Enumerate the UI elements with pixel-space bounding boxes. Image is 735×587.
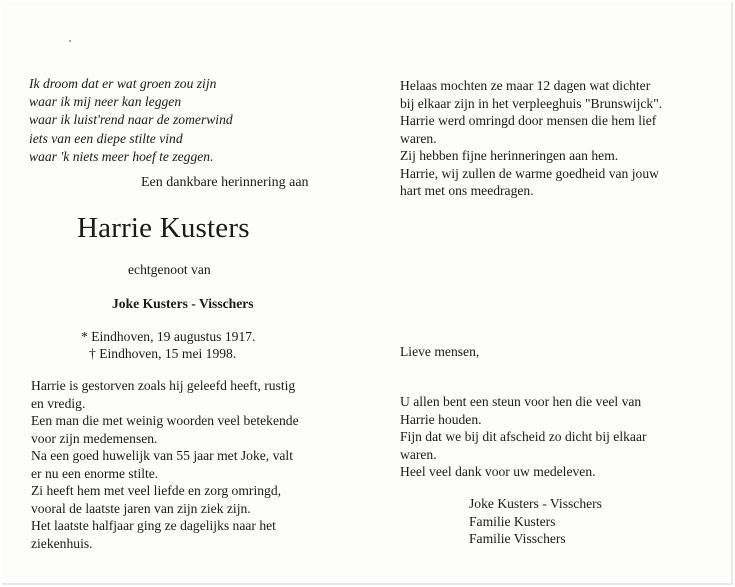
text-line: er nu een enorme stilte. <box>31 465 159 481</box>
text-line: Fijn dat we bij dit afscheid zo dicht bij elkaar <box>400 429 647 444</box>
poem-line: Ik droom dat er wat groen zou zijn <box>29 76 217 91</box>
text-line: Zi heeft hem met veel liefde en zorg omringd, <box>31 483 282 498</box>
text-line: Zij hebben fijne herinneringen aan hem. <box>400 148 619 163</box>
text-line: Het laatste halfjaar ging ze dagelijks naar het <box>31 518 276 533</box>
text-line: Na een goed huwelijk van 55 jaar met Joke, valt <box>31 448 293 463</box>
text-line: waren. <box>400 130 437 146</box>
greeting: Lieve mensen, <box>400 344 480 359</box>
text-line: Helaas mochten ze maar 12 dagen wat dichter <box>400 78 651 93</box>
text-line: Harrie, wij zullen de warme goedheid van jouw <box>400 165 659 181</box>
text-line: bij elkaar zijn in het verpleeghuis "Brunswijck". <box>400 95 663 111</box>
birth-line: * Eindhoven, 19 augustus 1917. <box>81 329 256 344</box>
poem-line: waar ik luist'rend naar de zomerwind <box>29 112 233 128</box>
spouse-label: echtgenoot van <box>128 262 211 277</box>
text-line: hart met ons meedragen. <box>400 183 534 198</box>
poem-line: iets van een diepe stilte vind <box>29 130 183 146</box>
deceased-name: Harrie Kusters <box>77 212 250 244</box>
text-line: Harrie is gestorven zoals hij geleefd heeft, rustig <box>31 378 296 393</box>
signature-line: Joke Kusters - Visschers <box>469 496 602 511</box>
text-line: Een man die met weinig woorden veel betekende <box>31 413 299 428</box>
left-text <box>31 377 351 552</box>
text-line: Harrie houden. <box>400 411 482 427</box>
print-speck <box>69 40 71 42</box>
text-line: vooral de laatste jaren van zijn ziek zijn. <box>31 500 251 516</box>
signature-line: Familie Visschers <box>469 531 566 546</box>
text-line: ziekenhuis. <box>31 535 93 551</box>
text-line: Harrie werd omringd door mensen die hem lief <box>400 113 657 128</box>
remembrance-heading: Een dankbare herinnering aan <box>141 175 309 190</box>
signatures <box>469 495 602 548</box>
poem <box>29 75 359 166</box>
text-line: Heel veel dank voor uw medeleven. <box>400 464 596 479</box>
right-bottom-text <box>400 393 722 481</box>
spouse-name: Joke Kusters - Visschers <box>112 296 254 311</box>
text-line: voor zijn medemensen. <box>31 430 158 446</box>
right-top-text <box>400 77 722 200</box>
death-line: † Eindhoven, 15 mei 1998. <box>89 346 237 361</box>
text-line: U allen bent een steun voor hen die veel van <box>400 394 642 409</box>
text-line: waren. <box>400 446 437 462</box>
signature-line: Familie Kusters <box>469 513 556 529</box>
text-line: en vredig. <box>31 395 86 411</box>
poem-line: waar ik mij neer kan leggen <box>29 94 182 110</box>
poem-line: waar 'k niets meer hoef te zeggen. <box>29 148 214 164</box>
